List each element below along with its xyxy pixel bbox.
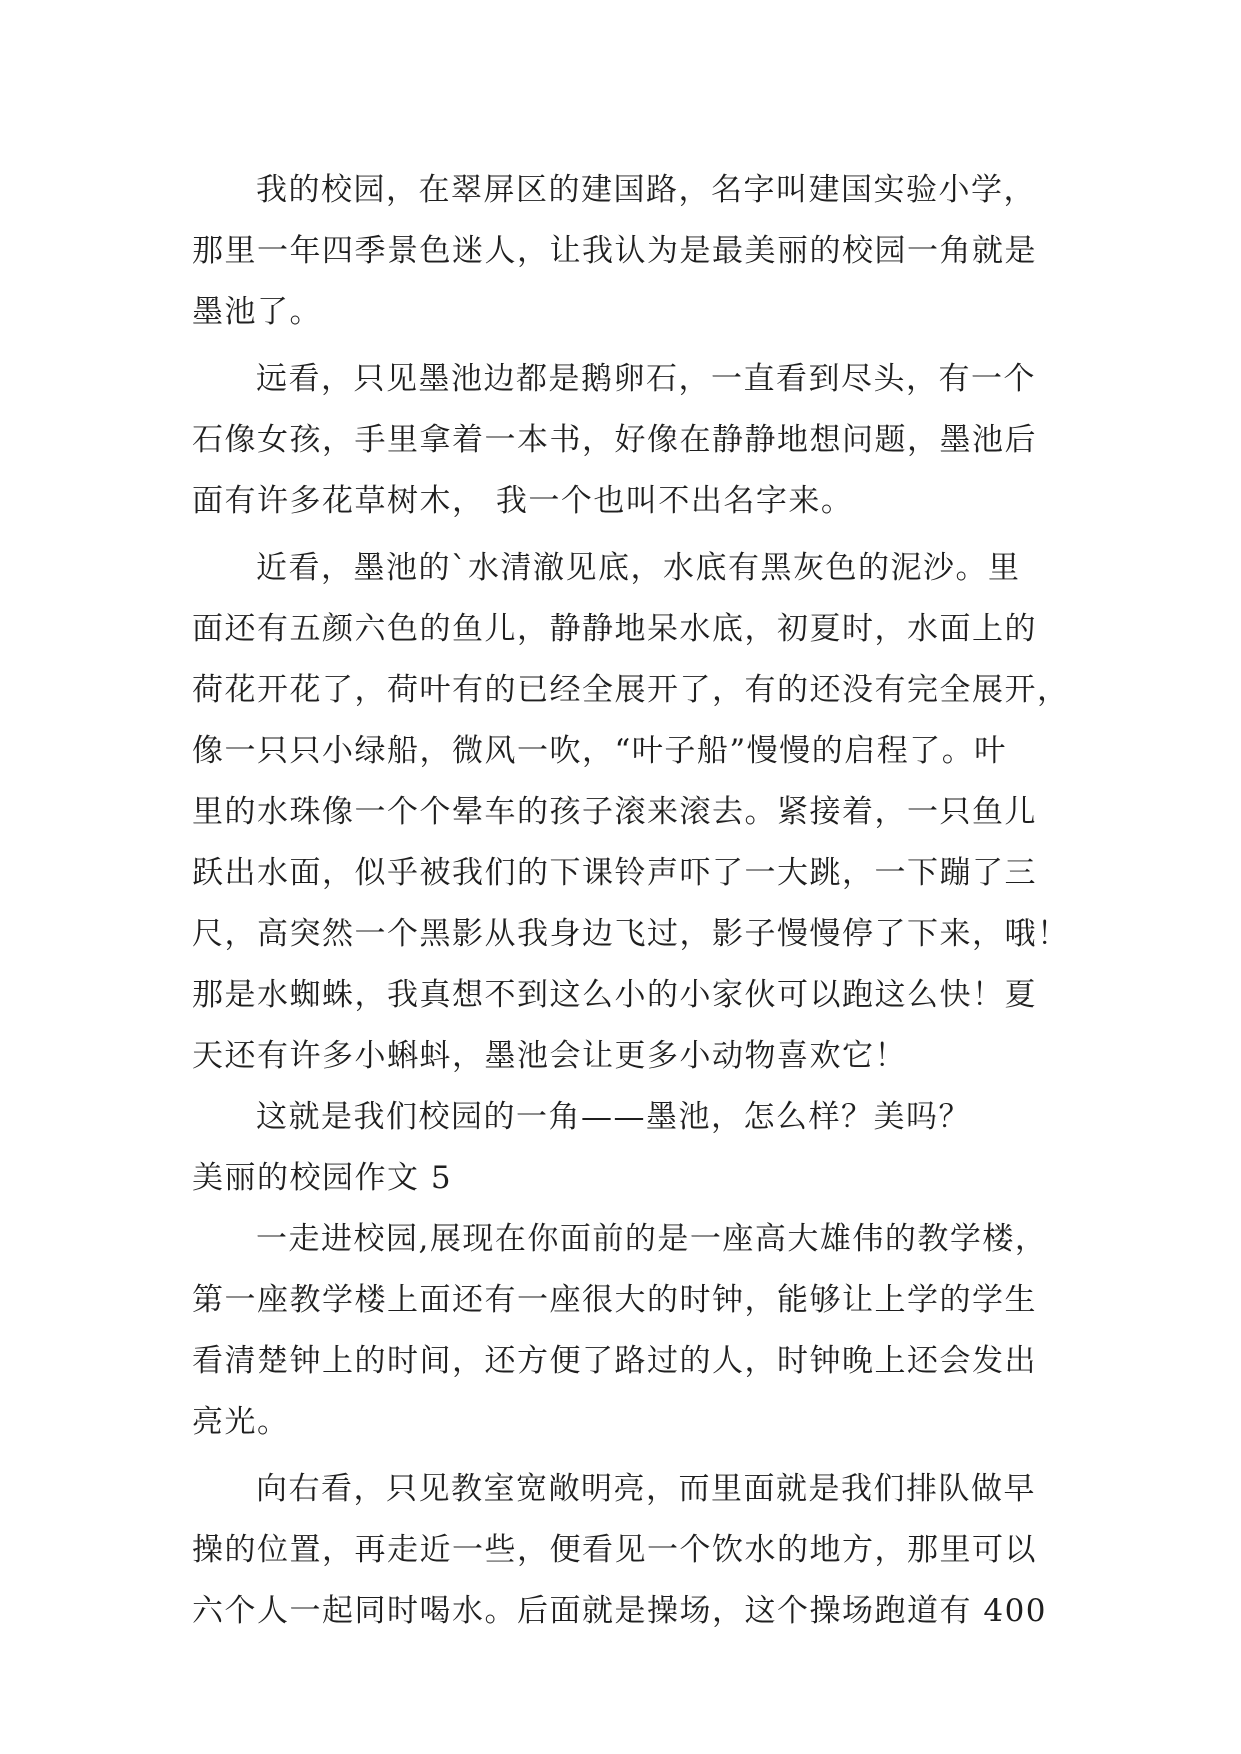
paragraph-line: 石像女孩，手里拿着一本书，好像在静静地想问题，墨池后 bbox=[192, 422, 1037, 458]
paragraph-line: 面有许多花草树木， 我一个也叫不出名字来。 bbox=[192, 483, 854, 519]
paragraph-line: 看清楚钟上的时间，还方便了路过的人，时钟晚上还会发出 bbox=[192, 1343, 1037, 1379]
paragraph-line: 尺，高突然一个黑影从我身边飞过，影子慢慢停了下来，哦！ bbox=[192, 916, 1070, 952]
paragraph-line: 那是水蜘蛛，我真想不到这么小的小家伙可以跑这么快！夏 bbox=[192, 977, 1037, 1013]
paragraph-line: 墨池了。 bbox=[192, 294, 322, 330]
paragraph-line: 里的水珠像一个个晕车的孩子滚来滚去。紧接着，一只鱼儿 bbox=[192, 794, 1037, 830]
paragraph-line: 操的位置，再走近一些，便看见一个饮水的地方，那里可以 bbox=[192, 1532, 1037, 1568]
paragraph-line: 面还有五颜六色的鱼儿，静静地呆水底，初夏时，水面上的 bbox=[192, 611, 1037, 647]
paragraph-line: 那里一年四季景色迷人，让我认为是最美丽的校园一角就是 bbox=[192, 233, 1037, 269]
paragraph-line: 近看，墨池的`水清澈见底，水底有黑灰色的泥沙。里 bbox=[256, 550, 1021, 586]
paragraph-line: 六个人一起同时喝水。后面就是操场，这个操场跑道有 400 bbox=[192, 1593, 1048, 1629]
paragraph-line: 荷花开花了，荷叶有的已经全展开了，有的还没有完全展开， bbox=[192, 672, 1070, 708]
paragraph-line: 亮光。 bbox=[192, 1404, 290, 1440]
paragraph-line: 天还有许多小蝌蚪，墨池会让更多小动物喜欢它！ bbox=[192, 1038, 907, 1074]
section-heading: 美丽的校园作文 5 bbox=[192, 1160, 453, 1196]
paragraph-line: 我的校园，在翠屏区的建国路，名字叫建国实验小学， bbox=[256, 172, 1036, 208]
paragraph-line: 这就是我们校园的一角——墨池，怎么样？美吗？ bbox=[256, 1099, 971, 1135]
document-body bbox=[192, 160, 1072, 1642]
paragraph-line: 跃出水面，似乎被我们的下课铃声吓了一大跳，一下蹦了三 bbox=[192, 855, 1037, 891]
paragraph-line: 像一只只小绿船，微风一吹，“叶子船”慢慢的启程了。叶 bbox=[192, 733, 1007, 769]
paragraph-line: 第一座教学楼上面还有一座很大的时钟，能够让上学的学生 bbox=[192, 1282, 1037, 1318]
paragraph-line: 远看，只见墨池边都是鹅卵石，一直看到尽头，有一个 bbox=[256, 361, 1036, 397]
paragraph-line: 向右看，只见教室宽敞明亮，而里面就是我们排队做早 bbox=[256, 1471, 1036, 1507]
paragraph-line: 一走进校园,展现在你面前的是一座高大雄伟的教学楼， bbox=[256, 1221, 1048, 1257]
